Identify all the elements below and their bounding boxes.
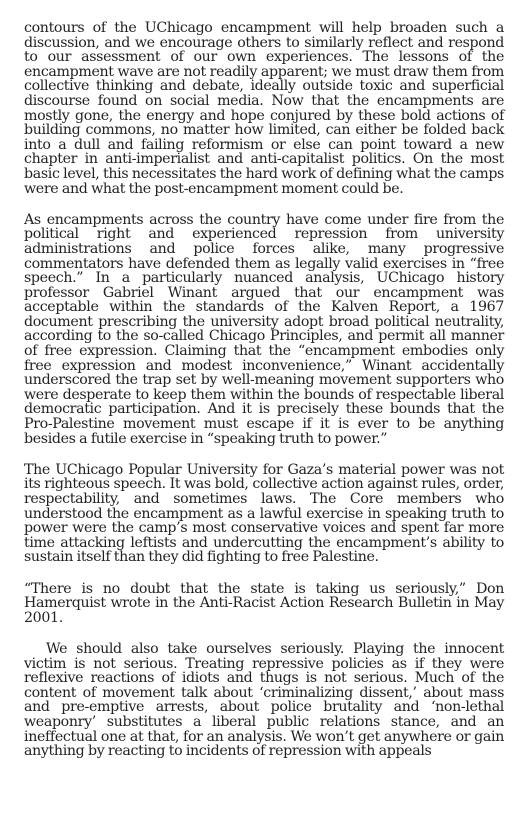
paragraph-hamerquist-quote: “There is no doubt that the state is taking us seriously,” Don Hamerquist wrote in the Anti-Racist Action Research Bulletin in May 2001. (24, 580, 504, 626)
paragraph-material-power: The UChicago Popular University for Gaza’s material power was not its righteous speech. It was bold, collective action against rules, order, respectability, and sometimes laws. The Core members who understood the encampment as a lawful exercise in speaking truth to power were the camp’s most conservative voices and spent far more time attacking leftists and undercutting the encampment’s ability to sustain itself than they did fighting to free Palestine. (24, 461, 504, 566)
paragraph-free-speech-critique: As encampments across the country have come under fire from the political right and experienced repression from university administrations and police forces alike, many progressive commentators have defended them as legally valid exercises in “free speech.” In a particularly nuanced analysis, UChicago history professor Gabriel Winant argued that our encampment was acceptable within the standards of the Kalven Report, a 1967 document prescribing the university adopt broad political neutrality, according to the so-called Chicago Principles, and permit all manner of free expression. Claiming that the “encampment embodies only free expression and modest inconvenience,” Winant accidentally underscored the trap set by well-meaning movement supporters who were desperate to keep them within the bounds of respectable liberal democratic participation. And it is precisely these bounds that the Pro-Palestine movement must escape if it is ever to be anything besides a futile exercise in “speaking truth to power.” (24, 211, 504, 447)
document-page (24, 21, 504, 775)
paragraph-encampment-lessons: contours of the UChicago encampment will help broaden such a discussion, and we encourage others to similarly reflect and respond to our assessment of our own experiences. The lessons of the encampment wave are not readily apparent; we must draw them from collective thinking and debate, ideally outside toxic and superficial discourse found on social media. Now that the encampments are mostly gone, the energy and hope conjured by these bold actions of building commons, no matter how limited, can either be folded back into a dull and failing reformism or else can point toward a new chapter in anti-imperialist and anti-capitalist politics. On the most basic level, this necessitates the hard work of defining what the camps were and what the post-encampment moment could be. (24, 20, 504, 197)
paragraph-take-ourselves-seriously: We should also take ourselves seriously. Playing the innocent victim is not serious. Treating repressive policies as if they were reflexive reactions of idiots and thugs is not serious. Much of the content of movement talk about ‘criminalizing dissent,’ about mass and pre-emptive arrests, about police brutality and ‘non-lethal weaponry’ substitutes a liberal public relations stance, and an ineffectual one at that, for an analysis. We won’t get anywhere or gain anything by reacting to incidents of repression with appeals (24, 640, 504, 760)
